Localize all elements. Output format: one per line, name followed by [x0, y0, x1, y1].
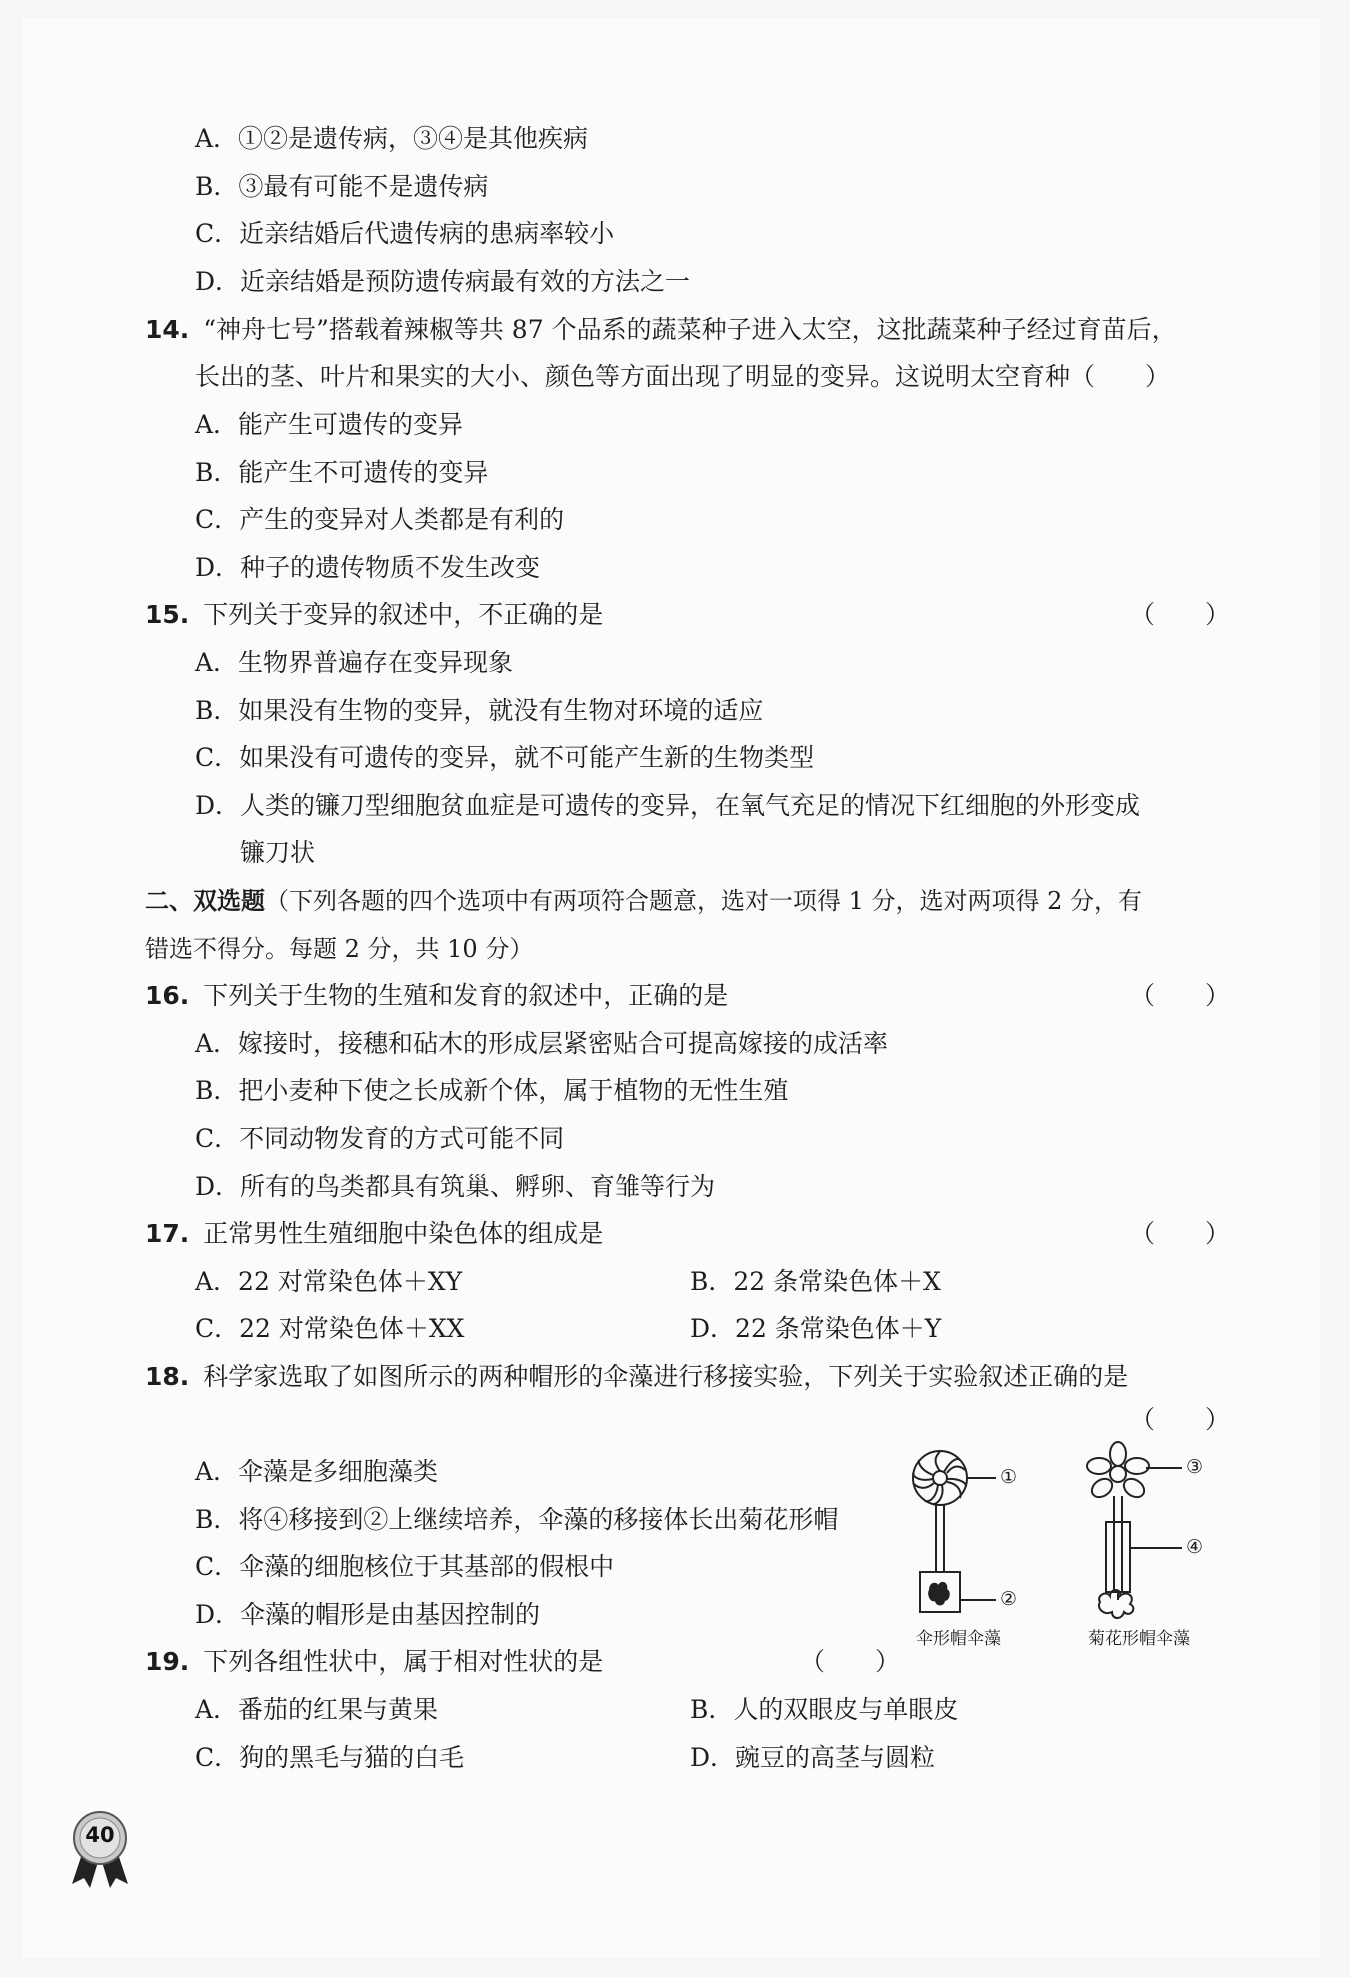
- q17-option-a: A．22 对常染色体＋XY: [195, 1267, 463, 1296]
- q13-option-d: D．近亲结婚是预防遗传病最有效的方法之一: [195, 267, 691, 296]
- section2-title: 二、双选题: [145, 887, 265, 915]
- q18-option-b: B．将④移接到②上继续培养，伞藻的移接体长出菊花形帽: [195, 1505, 839, 1534]
- q15-option-c: C．如果没有可遗传的变异，就不可能产生新的生物类型: [195, 743, 815, 772]
- q18-stem-text: 科学家选取了如图所示的两种帽形的伞藻进行移接实验，下列关于实验叙述正确的是: [203, 1362, 1129, 1391]
- q18-number: 18.: [145, 1362, 190, 1391]
- flower-cap-icon: [1087, 1442, 1149, 1501]
- section2-desc-line1: （下列各题的四个选项中有两项符合题意，选对一项得 1 分，选对两项得 2 分，有: [265, 887, 1143, 915]
- q18-answer-bracket: （ ）: [1130, 1405, 1231, 1434]
- q13-option-c: C．近亲结婚后代遗传病的患病率较小: [195, 219, 615, 248]
- q18-option-c: C．伞藻的细胞核位于其基部的假根中: [195, 1552, 615, 1581]
- q16-number: 16.: [145, 981, 190, 1010]
- q16-option-b: B．把小麦种下使之长成新个体，属于植物的无性生殖: [195, 1076, 789, 1105]
- q15-option-d-line2: 镰刀状: [240, 838, 316, 867]
- page-number: 40: [85, 1823, 115, 1847]
- q14-stem-line2: 长出的茎、叶片和果实的大小、颜色等方面出现了明显的变异。这说明太空育种（ ）: [195, 362, 1171, 391]
- page-number-badge: [68, 1810, 132, 1890]
- q18-stem: [145, 1360, 1128, 1394]
- q18-option-d: D．伞藻的帽形是由基因控制的: [195, 1600, 541, 1629]
- q16-option-a: A．嫁接时，接穗和砧木的形成层紧密贴合可提高嫁接的成活率: [195, 1029, 889, 1058]
- q16-stem-text: 下列关于生物的生殖和发育的叙述中，正确的是: [203, 981, 729, 1010]
- q15-option-a: A．生物界普遍存在变异现象: [195, 648, 514, 677]
- q19-stem-text: 下列各组性状中，属于相对性状的是: [203, 1647, 604, 1676]
- section2-desc-line2: 错选不得分。每题 2 分，共 10 分）: [145, 935, 534, 963]
- q17-option-d: D．22 条常染色体＋Y: [690, 1314, 942, 1343]
- q14-stem-line1: [145, 313, 1177, 347]
- q15-option-b: B．如果没有生物的变异，就没有生物对环境的适应: [195, 696, 764, 725]
- section2-heading: [145, 884, 1142, 918]
- q19-option-a: A．番茄的红果与黄果: [195, 1695, 439, 1724]
- q16-stem: [145, 979, 728, 1013]
- q16-option-c: C．不同动物发育的方式可能不同: [195, 1124, 565, 1153]
- figure-caption-flower: 菊花形帽伞藻: [1088, 1629, 1190, 1649]
- acetabularia-figure: [900, 1440, 1240, 1660]
- q17-stem-text: 正常男性生殖细胞中染色体的组成是: [203, 1219, 604, 1248]
- q19-stem: [145, 1645, 603, 1679]
- q15-stem-text: 下列关于变异的叙述中，不正确的是: [203, 600, 604, 629]
- q17-stem: [145, 1217, 603, 1251]
- q15-number: 15.: [145, 600, 190, 629]
- q19-answer-bracket: （ ）: [800, 1647, 901, 1676]
- figure-label-2: ②: [1000, 1588, 1018, 1610]
- q18-option-a: A．伞藻是多细胞藻类: [195, 1457, 439, 1486]
- medal-icon: [68, 1810, 132, 1890]
- q15-answer-bracket: （ ）: [1130, 600, 1231, 629]
- q17-option-b: B．22 条常染色体＋X: [690, 1267, 941, 1296]
- q14-number: 14.: [145, 315, 190, 344]
- q16-answer-bracket: （ ）: [1130, 981, 1231, 1010]
- q14-option-d: D．种子的遗传物质不发生改变: [195, 553, 541, 582]
- q15-stem: [145, 598, 603, 632]
- q17-number: 17.: [145, 1219, 190, 1248]
- q17-answer-bracket: （ ）: [1130, 1219, 1231, 1248]
- figure-label-4: ④: [1186, 1536, 1204, 1558]
- q17-option-c: C．22 对常染色体＋XX: [195, 1314, 465, 1343]
- q19-option-d: D．豌豆的高茎与圆粒: [690, 1743, 936, 1772]
- q14-option-b: B．能产生不可遗传的变异: [195, 458, 489, 487]
- q19-option-c: C．狗的黑毛与猫的白毛: [195, 1743, 465, 1772]
- figure-label-3: ③: [1186, 1456, 1204, 1478]
- q16-option-d: D．所有的鸟类都具有筑巢、孵卵、育雏等行为: [195, 1172, 716, 1201]
- umbrella-cap-icon: [913, 1451, 967, 1505]
- q19-option-b: B．人的双眼皮与单眼皮: [690, 1695, 959, 1724]
- q13-option-b: B．③最有可能不是遗传病: [195, 172, 489, 201]
- q13-option-a: A．①②是遗传病，③④是其他疾病: [195, 124, 589, 153]
- q14-option-a: A．能产生可遗传的变异: [195, 410, 464, 439]
- q14-stem-text: “神舟七号”搭载着辣椒等共 87 个品系的蔬菜种子进入太空，这批蔬菜种子经过育苗后，: [203, 315, 1177, 344]
- q15-option-d-line1: D．人类的镰刀型细胞贫血症是可遗传的变异，在氧气充足的情况下红细胞的外形变成: [195, 791, 1141, 820]
- figure-caption-umbrella: 伞形帽伞藻: [916, 1629, 1001, 1649]
- figure-label-1: ①: [1000, 1466, 1018, 1488]
- q14-option-c: C．产生的变异对人类都是有利的: [195, 505, 565, 534]
- q19-number: 19.: [145, 1647, 190, 1676]
